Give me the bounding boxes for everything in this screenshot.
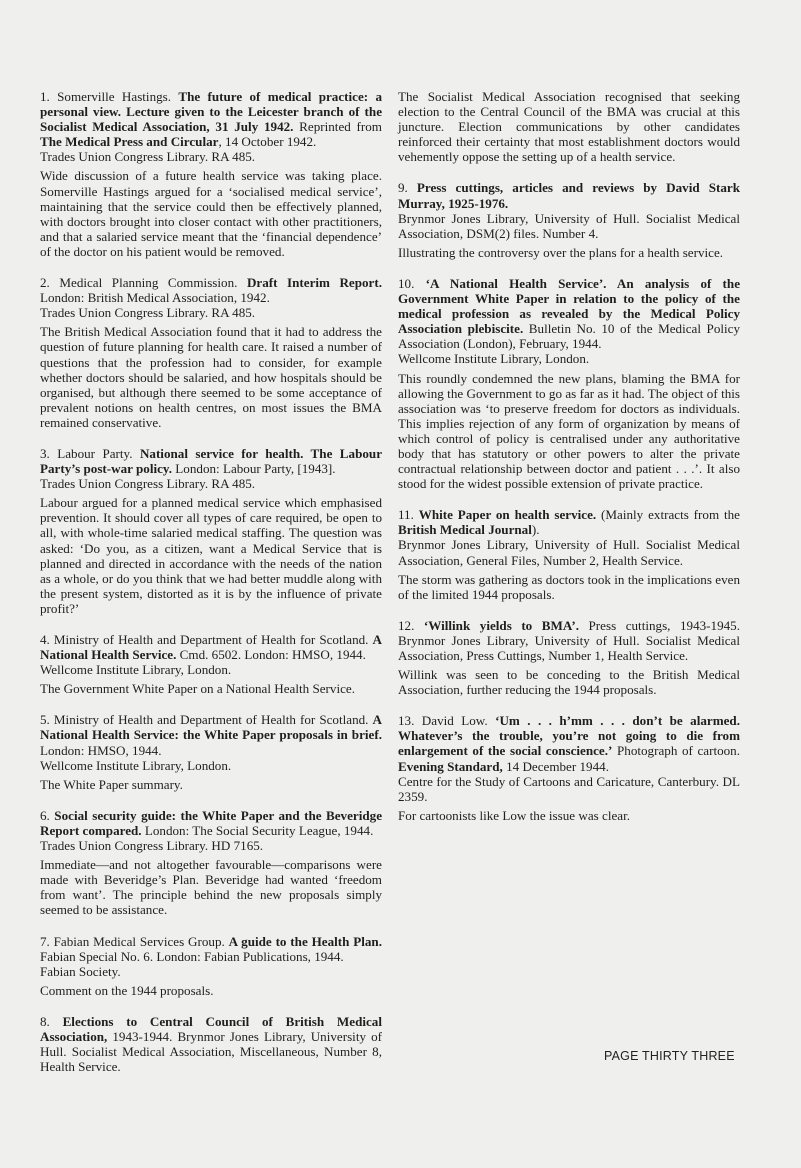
- entry-pub-a: Photograph of cartoon.: [612, 743, 741, 759]
- entry-citation: [40, 446, 382, 476]
- entry-location: Trades Union Congress Library. RA 485.: [40, 305, 256, 321]
- entry-location: Fabian Society.: [40, 963, 121, 979]
- entry-location: Brynmor Jones Library, University of Hull. Socialist Medical Association, General Files, Number 2, Health Service.: [398, 537, 740, 568]
- entry-citation: [40, 275, 382, 305]
- entry-title: National service for health. The Labour Party’s post-war policy.: [40, 445, 382, 477]
- catalogue-entry: [398, 713, 740, 823]
- entry-location: Wellcome Institute Library, London.: [40, 757, 232, 773]
- entry-citation: [398, 618, 740, 663]
- catalogue-entry: [40, 89, 382, 259]
- entry-title: ‘Willink yields to BMA’.: [423, 617, 579, 633]
- entry-description: This roundly condemned the new plans, blaming the BMA for allowing the Government to go as far as it had. The object of this association was ‘to preserve freedom for doctors as individuals. This implies rejection of any form of organization by means of which control of policy is centralised under any authoritative body that has statutory or other powers to alter the private contractual relationship between doctor and patient . . .’. It also stood for the widest possible extension of private practice.: [398, 370, 740, 492]
- entry-description: Immediate—and not altogether favourable—comparisons were made with Beveridge’s Plan. Beveridge had wanted ‘freedom from want’. The principle behind the new proposals simply seemed to be assistance.: [40, 857, 382, 918]
- catalogue-entry: [40, 1014, 382, 1074]
- entry-title: ‘A National Health Service’. An analysis of the Government White Paper in relation to the policy of the medical profession as revealed by the Medical Policy Association plebiscite.: [398, 275, 741, 337]
- catalogue-entry: [40, 712, 382, 791]
- entry-title: A National Health Service: the White Paper proposals in brief.: [40, 712, 382, 743]
- entry-title: A guide to the Health Plan.: [228, 933, 382, 949]
- catalogue-entry: [398, 89, 740, 164]
- entry-pub-a: Bulletin No. 10 of the Medical Policy Association (London), February, 1944.: [398, 321, 740, 352]
- entry-pub-a: London: Labour Party, [1943].: [172, 461, 336, 477]
- entry-pub-a: Press cuttings, 1943-1945. Brynmor Jones Library, University of Hull. Socialist Medical Association, Press Cuttings, Number 1, Health Service.: [398, 617, 740, 663]
- entry-citation: [40, 808, 382, 838]
- entry-pub-b: Evening Standard,: [398, 758, 503, 774]
- entry-citation: [40, 632, 382, 662]
- entry-location: Wellcome Institute Library, London.: [40, 662, 232, 678]
- entry-description: Illustrating the controversy over the plans for a health service.: [398, 244, 724, 260]
- catalogue-entry: [398, 618, 740, 697]
- page-number-footer: PAGE THIRTY THREE: [604, 1049, 735, 1063]
- right-column: [398, 89, 740, 839]
- entry-description: Willink was seen to be conceding to the British Medical Association, further reducing the 1944 proposals.: [398, 667, 740, 698]
- entry-pub-b: British Medical Journal: [398, 522, 532, 538]
- entry-lead: 2. Medical Planning Commission.: [40, 275, 247, 291]
- entry-pub-a: Cmd. 6502. London: HMSO, 1944.: [176, 647, 366, 663]
- entry-pub-a: 1943-1944. Brynmor Jones Library, University of Hull. Socialist Medical Association, Miscellaneous, Number 8, Health Service.: [40, 1028, 382, 1075]
- entry-lead: 3. Labour Party.: [40, 445, 140, 461]
- catalogue-entry: [40, 632, 382, 696]
- catalogue-entry: [40, 275, 382, 430]
- entry-citation: [398, 507, 740, 537]
- entry-lead: 1. Somerville Hastings.: [40, 89, 179, 104]
- entry-description: The storm was gathering as doctors took in the implications even of the limited 1944 proposals.: [398, 571, 740, 602]
- entry-pub-a: The Socialist Medical Association recognised that seeking election to the Central Council of the BMA was crucial at this juncture. Election communications by other candidates reinforced their certainty that most establishment doctors would vehemently oppose the setting up of a health service.: [398, 89, 740, 165]
- entry-description: The White Paper summary.: [40, 776, 183, 792]
- entry-location: Wellcome Institute Library, London.: [398, 351, 590, 367]
- entry-description: For cartoonists like Low the issue was clear.: [398, 807, 630, 823]
- entry-title: Social security guide: the White Paper and the Beveridge Report compared.: [40, 807, 382, 838]
- entry-pub-a: Fabian Special No. 6. London: Fabian Publications, 1944.: [40, 948, 344, 964]
- entry-pub-a: Reprinted from: [293, 119, 382, 135]
- entry-citation: [398, 713, 740, 773]
- entry-citation: [40, 934, 382, 964]
- entry-description: Wide discussion of a future health service was taking place. Somerville Hastings argued for a ‘socialised medical service’, maintaining that the service could then be effectively planned, with doctors brought into closer contact with other practitioners, and that a salaried service meant that the ‘financial dependence’ of the doctor on his patient would be removed.: [40, 168, 382, 259]
- entry-location: Trades Union Congress Library. RA 485.: [40, 476, 256, 492]
- entry-title: Press cuttings, articles and reviews by David Stark Murray, 1925-1976.: [398, 180, 741, 211]
- entry-location: Centre for the Study of Cartoons and Caricature, Canterbury. DL 2359.: [398, 773, 740, 804]
- entry-title: A National Health Service.: [40, 632, 382, 663]
- catalogue-entry: [398, 180, 740, 259]
- entry-lead: 5. Ministry of Health and Department of Health for Scotland.: [40, 712, 373, 728]
- entry-citation: [398, 276, 740, 351]
- entry-title: Draft Interim Report.: [246, 275, 383, 291]
- entry-title: White Paper on health service.: [418, 507, 597, 523]
- entry-citation: [40, 1014, 382, 1074]
- entry-citation: [398, 89, 740, 164]
- entry-description: The British Medical Association found that it had to address the question of future planning for health care. It raised a number of questions that the profession had to consider, for example whether doctors should be salaried, and how hospitals should be organised, but although there seemed to be some acceptance of prevalent notions on health centres, on most issues the BMA remained conservative.: [40, 324, 382, 430]
- entry-pub-a: London: HMSO, 1944.: [40, 742, 162, 758]
- catalogue-entry: [398, 507, 740, 602]
- entry-lead: 13. David Low.: [398, 713, 496, 729]
- entry-lead: 11.: [398, 507, 419, 523]
- entry-location: Brynmor Jones Library, University of Hull. Socialist Medical Association, DSM(2) files. Number 4.: [398, 210, 740, 241]
- entry-location: Trades Union Congress Library. HD 7165.: [40, 838, 264, 854]
- entry-pub-c: , 14 October 1942.: [218, 134, 317, 150]
- entry-citation: [40, 89, 382, 149]
- entry-lead: 4. Ministry of Health and Department of Health for Scotland.: [40, 632, 373, 647]
- entry-lead: 10.: [398, 275, 426, 291]
- entry-pub-c: 14 December 1944.: [502, 758, 609, 774]
- entry-description: Comment on the 1944 proposals.: [40, 982, 214, 998]
- entry-citation: [40, 712, 382, 757]
- catalogue-entry: [40, 934, 382, 998]
- entry-lead: 7. Fabian Medical Services Group.: [40, 933, 229, 949]
- catalogue-entry: [40, 446, 382, 616]
- left-column: [40, 89, 382, 1090]
- entry-description: The Government White Paper on a National Health Service.: [40, 681, 355, 697]
- entry-description: Labour argued for a planned medical service which emphasised prevention. It should cover all types of care required, be open to all, with whole-time salaried medical staffing. The question was asked: ‘Do you, as a citizen, want a Medical Service that is planned and directed in accordance with the needs of the nation as a whole, or do you think that we had better muddle along with the present system, distorted as it is by the influence of private profit?’: [40, 495, 382, 616]
- entry-lead: 6.: [40, 807, 55, 823]
- entry-pub-b: The Medical Press and Circular: [40, 134, 219, 150]
- entry-pub-a: London: British Medical Association, 1942.: [40, 290, 270, 306]
- entry-lead: 8.: [40, 1013, 63, 1029]
- entry-lead: 12.: [398, 617, 424, 633]
- entry-lead: 9.: [398, 180, 417, 196]
- entry-title: The future of medical practice: a personal view. Lecture given to the Leicester branch of the Socialist Medical Association, 31 July 1942.: [40, 89, 383, 135]
- entry-pub-a: (Mainly extracts from the: [596, 507, 740, 523]
- catalogue-entry: [398, 276, 740, 491]
- entry-location: Trades Union Congress Library. RA 485.: [40, 149, 256, 165]
- entry-citation: [398, 180, 740, 210]
- entry-title: ‘Um . . . h’mm . . . don’t be alarmed. Whatever’s the trouble, you’re not going to die from enlargement of the social conscience.’: [398, 713, 740, 759]
- catalogue-entry: [40, 808, 382, 918]
- entry-title: Elections to Central Council of British Medical Association,: [40, 1013, 382, 1044]
- entry-pub-a: London: The Social Security League, 1944.: [141, 822, 374, 838]
- entry-pub-c: ).: [531, 522, 540, 538]
